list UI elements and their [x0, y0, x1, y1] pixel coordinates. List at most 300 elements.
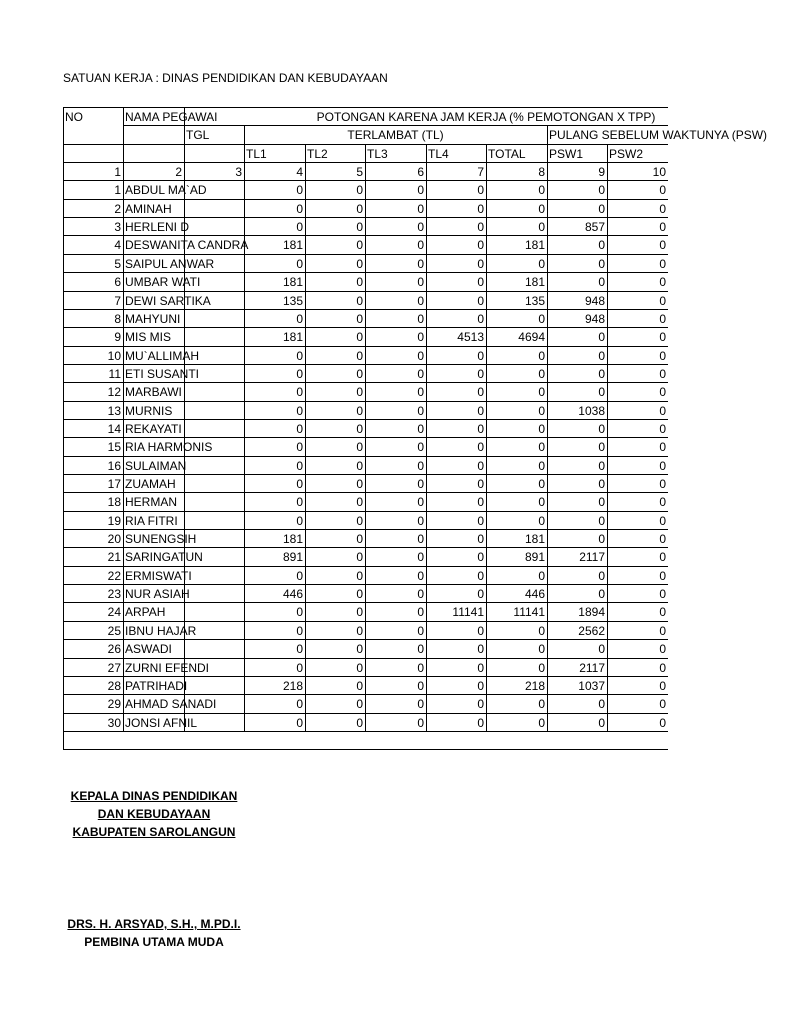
value-cell: 1037	[578, 678, 605, 693]
header-colnum-7: 7	[477, 164, 484, 179]
value-cell: 0	[477, 439, 484, 454]
value-cell: 0	[417, 293, 424, 308]
value-cell: 0	[296, 623, 303, 638]
value-cell: 0	[356, 604, 363, 619]
value-cell: 0	[538, 201, 545, 216]
value-cell: 0	[296, 476, 303, 491]
value-cell: 0	[538, 660, 545, 675]
value-cell: 0	[356, 403, 363, 418]
row-number: 4	[114, 237, 121, 252]
value-cell: 0	[296, 513, 303, 528]
value-cell: 0	[477, 696, 484, 711]
employee-name: HERMAN	[125, 494, 178, 509]
employee-name: SUNENGSIH	[125, 531, 197, 546]
row-number: 30	[107, 715, 121, 730]
value-cell: 0	[417, 366, 424, 381]
employee-name: HERLENI D	[125, 219, 190, 234]
signature-title-line-2: DAN KEBUDAYAAN	[97, 807, 211, 821]
signatory-rank: PEMBINA UTAMA MUDA	[84, 935, 224, 949]
value-cell: 0	[659, 531, 666, 546]
row-number: 3	[114, 219, 121, 234]
row-number: 27	[107, 660, 121, 675]
value-cell: 0	[659, 623, 666, 638]
header-col-tl2: TL2	[307, 146, 328, 161]
value-cell: 0	[356, 237, 363, 252]
value-cell: 0	[296, 256, 303, 271]
value-cell: 0	[598, 494, 605, 509]
row-number: 8	[114, 311, 121, 326]
value-cell: 0	[659, 403, 666, 418]
signatory-name: DRS. H. ARSYAD, S.H., M.PD.I.	[67, 917, 241, 931]
employee-name: MIS MIS	[125, 329, 172, 344]
value-cell: 181	[282, 237, 303, 252]
value-cell: 0	[417, 458, 424, 473]
value-cell: 0	[356, 311, 363, 326]
value-cell: 0	[417, 403, 424, 418]
value-cell: 0	[417, 311, 424, 326]
value-cell: 0	[598, 696, 605, 711]
value-cell: 0	[538, 439, 545, 454]
value-cell: 0	[659, 421, 666, 436]
value-cell: 0	[296, 660, 303, 675]
value-cell: 446	[282, 586, 303, 601]
header-terlambat: TERLAMBAT (TL)	[347, 127, 444, 142]
row-number: 11	[108, 366, 121, 381]
employee-name: ERMISWATI	[125, 568, 192, 583]
value-cell: 0	[477, 182, 484, 197]
header-nama-pegawai: NAMA PEGAWAI	[125, 109, 218, 124]
value-cell: 0	[538, 476, 545, 491]
value-cell: 0	[598, 715, 605, 730]
row-number: 19	[107, 513, 121, 528]
value-cell: 0	[659, 513, 666, 528]
employee-name: DESWANITA CANDRA	[125, 237, 249, 252]
value-cell: 181	[282, 329, 303, 344]
value-cell: 0	[356, 586, 363, 601]
value-cell: 0	[659, 384, 666, 399]
value-cell: 0	[477, 586, 484, 601]
header-col-tl3: TL3	[367, 146, 388, 161]
value-cell: 0	[598, 237, 605, 252]
value-cell: 0	[417, 237, 424, 252]
value-cell: 0	[659, 348, 666, 363]
value-cell: 0	[417, 678, 424, 693]
value-cell: 0	[356, 274, 363, 289]
value-cell: 0	[477, 623, 484, 638]
value-cell: 0	[356, 439, 363, 454]
value-cell: 0	[538, 366, 545, 381]
value-cell: 4694	[518, 329, 545, 344]
value-cell: 0	[598, 568, 605, 583]
value-cell: 0	[477, 549, 484, 564]
value-cell: 0	[356, 384, 363, 399]
value-cell: 0	[417, 201, 424, 216]
signature-title-line-1: KEPALA DINAS PENDIDIKAN	[70, 789, 238, 803]
value-cell: 0	[538, 182, 545, 197]
value-cell: 0	[598, 458, 605, 473]
row-number: 15	[107, 439, 121, 454]
employee-name: SAIPUL ANWAR	[125, 256, 215, 271]
employee-name: UMBAR WATI	[125, 274, 201, 289]
value-cell: 0	[417, 329, 424, 344]
header-no: NO	[65, 109, 83, 124]
value-cell: 181	[524, 274, 545, 289]
value-cell: 0	[598, 256, 605, 271]
value-cell: 0	[417, 696, 424, 711]
work-unit-title: SATUAN KERJA : DINAS PENDIDIKAN DAN KEBUDAYAAN	[63, 71, 388, 85]
value-cell: 0	[538, 348, 545, 363]
value-cell: 0	[417, 604, 424, 619]
value-cell: 0	[417, 623, 424, 638]
value-cell: 0	[538, 384, 545, 399]
deduction-table	[63, 107, 768, 751]
value-cell: 0	[356, 513, 363, 528]
header-col-tl1: TL1	[246, 146, 267, 161]
value-cell: 0	[417, 513, 424, 528]
row-number: 29	[107, 696, 121, 711]
value-cell: 0	[598, 476, 605, 491]
value-cell: 0	[296, 458, 303, 473]
employee-name: AMINAH	[125, 201, 172, 216]
value-cell: 0	[659, 715, 666, 730]
value-cell: 0	[417, 641, 424, 656]
employee-name: RIA FITRI	[125, 513, 178, 528]
value-cell: 0	[477, 219, 484, 234]
value-cell: 0	[356, 201, 363, 216]
value-cell: 0	[356, 476, 363, 491]
value-cell: 0	[659, 274, 666, 289]
header-colnum-3: 3	[235, 164, 242, 179]
value-cell: 4513	[457, 329, 484, 344]
value-cell: 0	[598, 348, 605, 363]
value-cell: 0	[659, 293, 666, 308]
row-number: 10	[107, 348, 121, 363]
value-cell: 11141	[452, 604, 484, 619]
value-cell: 0	[296, 604, 303, 619]
header-colnum-9: 9	[598, 164, 605, 179]
value-cell: 0	[598, 201, 605, 216]
value-cell: 181	[524, 237, 545, 252]
value-cell: 0	[417, 219, 424, 234]
row-number: 28	[107, 678, 121, 693]
value-cell: 0	[356, 329, 363, 344]
row-number: 14	[107, 421, 121, 436]
value-cell: 0	[659, 458, 666, 473]
value-cell: 0	[659, 586, 666, 601]
value-cell: 181	[524, 531, 545, 546]
value-cell: 891	[524, 549, 545, 564]
value-cell: 0	[659, 201, 666, 216]
value-cell: 0	[417, 568, 424, 583]
value-cell: 0	[417, 384, 424, 399]
value-cell: 0	[296, 696, 303, 711]
value-cell: 2562	[578, 623, 605, 638]
value-cell: 0	[598, 641, 605, 656]
value-cell: 0	[417, 660, 424, 675]
value-cell: 0	[417, 256, 424, 271]
employee-name: RIA HARMONIS	[125, 439, 213, 454]
row-number: 1	[114, 182, 121, 197]
value-cell: 0	[296, 219, 303, 234]
value-cell: 0	[296, 201, 303, 216]
row-number: 21	[107, 549, 121, 564]
row-number: 20	[107, 531, 121, 546]
value-cell: 0	[538, 403, 545, 418]
value-cell: 0	[477, 421, 484, 436]
value-cell: 0	[477, 201, 484, 216]
employee-name: ETI SUSANTI	[125, 366, 200, 381]
value-cell: 0	[659, 439, 666, 454]
employee-name: ASWADI	[125, 641, 172, 656]
value-cell: 0	[598, 586, 605, 601]
value-cell: 0	[598, 439, 605, 454]
employee-name: IBNU HAJAR	[125, 623, 197, 638]
value-cell: 0	[659, 366, 666, 381]
employee-name: MARBAWI	[125, 384, 182, 399]
value-cell: 0	[659, 219, 666, 234]
value-cell: 0	[356, 660, 363, 675]
value-cell: 0	[538, 623, 545, 638]
value-cell: 0	[356, 623, 363, 638]
value-cell: 0	[659, 329, 666, 344]
value-cell: 0	[538, 641, 545, 656]
value-cell: 0	[477, 513, 484, 528]
header-pulang-sebelum-waktu: PULANG SEBELUM WAKTUNYA (PSW)	[549, 127, 768, 142]
header-colnum-8: 8	[538, 164, 545, 179]
row-number: 16	[107, 458, 121, 473]
value-cell: 0	[296, 494, 303, 509]
value-cell: 0	[477, 293, 484, 308]
value-cell: 0	[538, 696, 545, 711]
value-cell: 0	[538, 458, 545, 473]
row-number: 5	[114, 256, 121, 271]
value-cell: 0	[659, 696, 666, 711]
value-cell: 0	[356, 641, 363, 656]
value-cell: 0	[417, 476, 424, 491]
employee-name: AHMAD SANADI	[125, 696, 217, 711]
header-potongan: POTONGAN KARENA JAM KERJA (% PEMOTONGAN X TPP)	[316, 109, 656, 124]
value-cell: 948	[584, 293, 605, 308]
value-cell: 0	[417, 439, 424, 454]
value-cell: 0	[538, 421, 545, 436]
employee-name: MU`ALLIMAH	[125, 348, 200, 363]
value-cell: 181	[282, 531, 303, 546]
value-cell: 0	[356, 678, 363, 693]
value-cell: 0	[356, 494, 363, 509]
value-cell: 0	[477, 311, 484, 326]
value-cell: 0	[296, 182, 303, 197]
value-cell: 0	[477, 237, 484, 252]
value-cell: 0	[356, 696, 363, 711]
value-cell: 0	[356, 256, 363, 271]
row-number: 24	[107, 604, 121, 619]
value-cell: 0	[417, 421, 424, 436]
value-cell: 0	[477, 678, 484, 693]
row-number: 12	[107, 384, 121, 399]
header-colnum-10: 10	[652, 164, 666, 179]
value-cell: 0	[598, 384, 605, 399]
row-number: 6	[114, 274, 121, 289]
value-cell: 0	[477, 568, 484, 583]
value-cell: 0	[659, 604, 666, 619]
row-number: 23	[107, 586, 121, 601]
value-cell: 11141	[513, 604, 545, 619]
value-cell: 0	[356, 366, 363, 381]
value-cell: 0	[477, 715, 484, 730]
value-cell: 0	[477, 458, 484, 473]
row-number: 25	[107, 623, 121, 638]
employee-name: SARINGATUN	[125, 549, 203, 564]
header-col-psw1: PSW1	[549, 146, 584, 161]
employee-name: MURNIS	[125, 403, 173, 418]
employee-name: ABDUL MA`AD	[125, 182, 207, 197]
value-cell: 0	[356, 293, 363, 308]
value-cell: 0	[659, 678, 666, 693]
value-cell: 0	[296, 568, 303, 583]
value-cell: 0	[598, 531, 605, 546]
value-cell: 0	[356, 182, 363, 197]
row-number: 22	[107, 568, 121, 583]
header-colnum-1: 1	[114, 164, 121, 179]
header-colnum-2: 2	[175, 164, 182, 179]
value-cell: 0	[417, 586, 424, 601]
value-cell: 135	[282, 293, 303, 308]
row-number: 13	[107, 403, 121, 418]
value-cell: 0	[477, 366, 484, 381]
value-cell: 2117	[579, 549, 605, 564]
employee-name: DEWI SARTIKA	[125, 293, 211, 308]
employee-name: NUR ASIAH	[125, 586, 190, 601]
value-cell: 0	[296, 439, 303, 454]
value-cell: 0	[356, 219, 363, 234]
value-cell: 0	[477, 494, 484, 509]
value-cell: 0	[417, 348, 424, 363]
employee-name: ARPAH	[125, 604, 166, 619]
value-cell: 857	[584, 219, 605, 234]
value-cell: 0	[356, 549, 363, 564]
value-cell: 0	[296, 348, 303, 363]
employee-name: ZURNI EFENDI	[125, 660, 209, 675]
header-col-tl4: TL4	[428, 146, 449, 161]
value-cell: 0	[417, 274, 424, 289]
value-cell: 0	[356, 458, 363, 473]
employee-name: JONSI AFNIL	[125, 715, 198, 730]
value-cell: 0	[538, 513, 545, 528]
value-cell: 0	[659, 256, 666, 271]
header-tgl: TGL	[186, 127, 210, 142]
value-cell: 948	[584, 311, 605, 326]
value-cell: 0	[598, 182, 605, 197]
value-cell: 0	[598, 329, 605, 344]
value-cell: 0	[477, 403, 484, 418]
value-cell: 0	[659, 549, 666, 564]
value-cell: 0	[598, 513, 605, 528]
value-cell: 0	[296, 715, 303, 730]
value-cell: 0	[296, 641, 303, 656]
employee-name: SULAIMAN	[125, 458, 187, 473]
value-cell: 0	[538, 494, 545, 509]
header-colnum-5: 5	[356, 164, 363, 179]
value-cell: 0	[477, 274, 484, 289]
value-cell: 0	[598, 366, 605, 381]
value-cell: 181	[282, 274, 303, 289]
value-cell: 0	[417, 531, 424, 546]
row-number: 26	[107, 641, 121, 656]
value-cell: 0	[356, 568, 363, 583]
value-cell: 218	[524, 678, 545, 693]
value-cell: 0	[477, 660, 484, 675]
value-cell: 0	[296, 384, 303, 399]
value-cell: 0	[417, 494, 424, 509]
value-cell: 0	[417, 549, 424, 564]
row-number: 9	[114, 329, 121, 344]
value-cell: 0	[659, 182, 666, 197]
value-cell: 0	[598, 274, 605, 289]
header-colnum-4: 4	[296, 164, 303, 179]
value-cell: 0	[659, 660, 666, 675]
value-cell: 0	[477, 348, 484, 363]
employee-name: ZUAMAH	[125, 476, 176, 491]
row-number: 2	[114, 201, 121, 216]
row-number: 18	[107, 494, 121, 509]
value-cell: 0	[477, 531, 484, 546]
value-cell: 218	[282, 678, 303, 693]
value-cell: 0	[356, 348, 363, 363]
value-cell: 0	[477, 256, 484, 271]
value-cell: 0	[477, 641, 484, 656]
value-cell: 0	[296, 421, 303, 436]
value-cell: 0	[538, 568, 545, 583]
row-number: 17	[107, 476, 121, 491]
value-cell: 0	[296, 366, 303, 381]
employee-name: PATRIHADI	[125, 678, 188, 693]
signature-title-line-3: KABUPATEN SAROLANGUN	[72, 825, 236, 839]
value-cell: 0	[659, 641, 666, 656]
value-cell: 0	[356, 531, 363, 546]
value-cell: 0	[417, 715, 424, 730]
employee-name: MAHYUNI	[125, 311, 181, 326]
value-cell: 0	[659, 237, 666, 252]
header-colnum-6: 6	[417, 164, 424, 179]
value-cell: 891	[282, 549, 303, 564]
value-cell: 135	[524, 293, 545, 308]
row-number: 7	[114, 293, 121, 308]
value-cell: 0	[538, 715, 545, 730]
value-cell: 0	[538, 219, 545, 234]
value-cell: 0	[659, 311, 666, 326]
value-cell: 0	[417, 182, 424, 197]
value-cell: 0	[538, 311, 545, 326]
value-cell: 0	[659, 476, 666, 491]
value-cell: 1038	[578, 403, 605, 418]
value-cell: 0	[659, 568, 666, 583]
value-cell: 2117	[579, 660, 605, 675]
value-cell: 0	[356, 421, 363, 436]
value-cell: 0	[296, 403, 303, 418]
value-cell: 1894	[578, 604, 605, 619]
value-cell: 0	[659, 494, 666, 509]
value-cell: 0	[598, 421, 605, 436]
employee-name: REKAYATI	[125, 421, 182, 436]
value-cell: 0	[538, 256, 545, 271]
header-col-total: TOTAL	[488, 146, 526, 161]
value-cell: 0	[477, 384, 484, 399]
value-cell: 446	[524, 586, 545, 601]
value-cell: 0	[356, 715, 363, 730]
value-cell: 0	[477, 476, 484, 491]
value-cell: 0	[296, 311, 303, 326]
header-col-psw2: PSW2	[609, 146, 644, 161]
